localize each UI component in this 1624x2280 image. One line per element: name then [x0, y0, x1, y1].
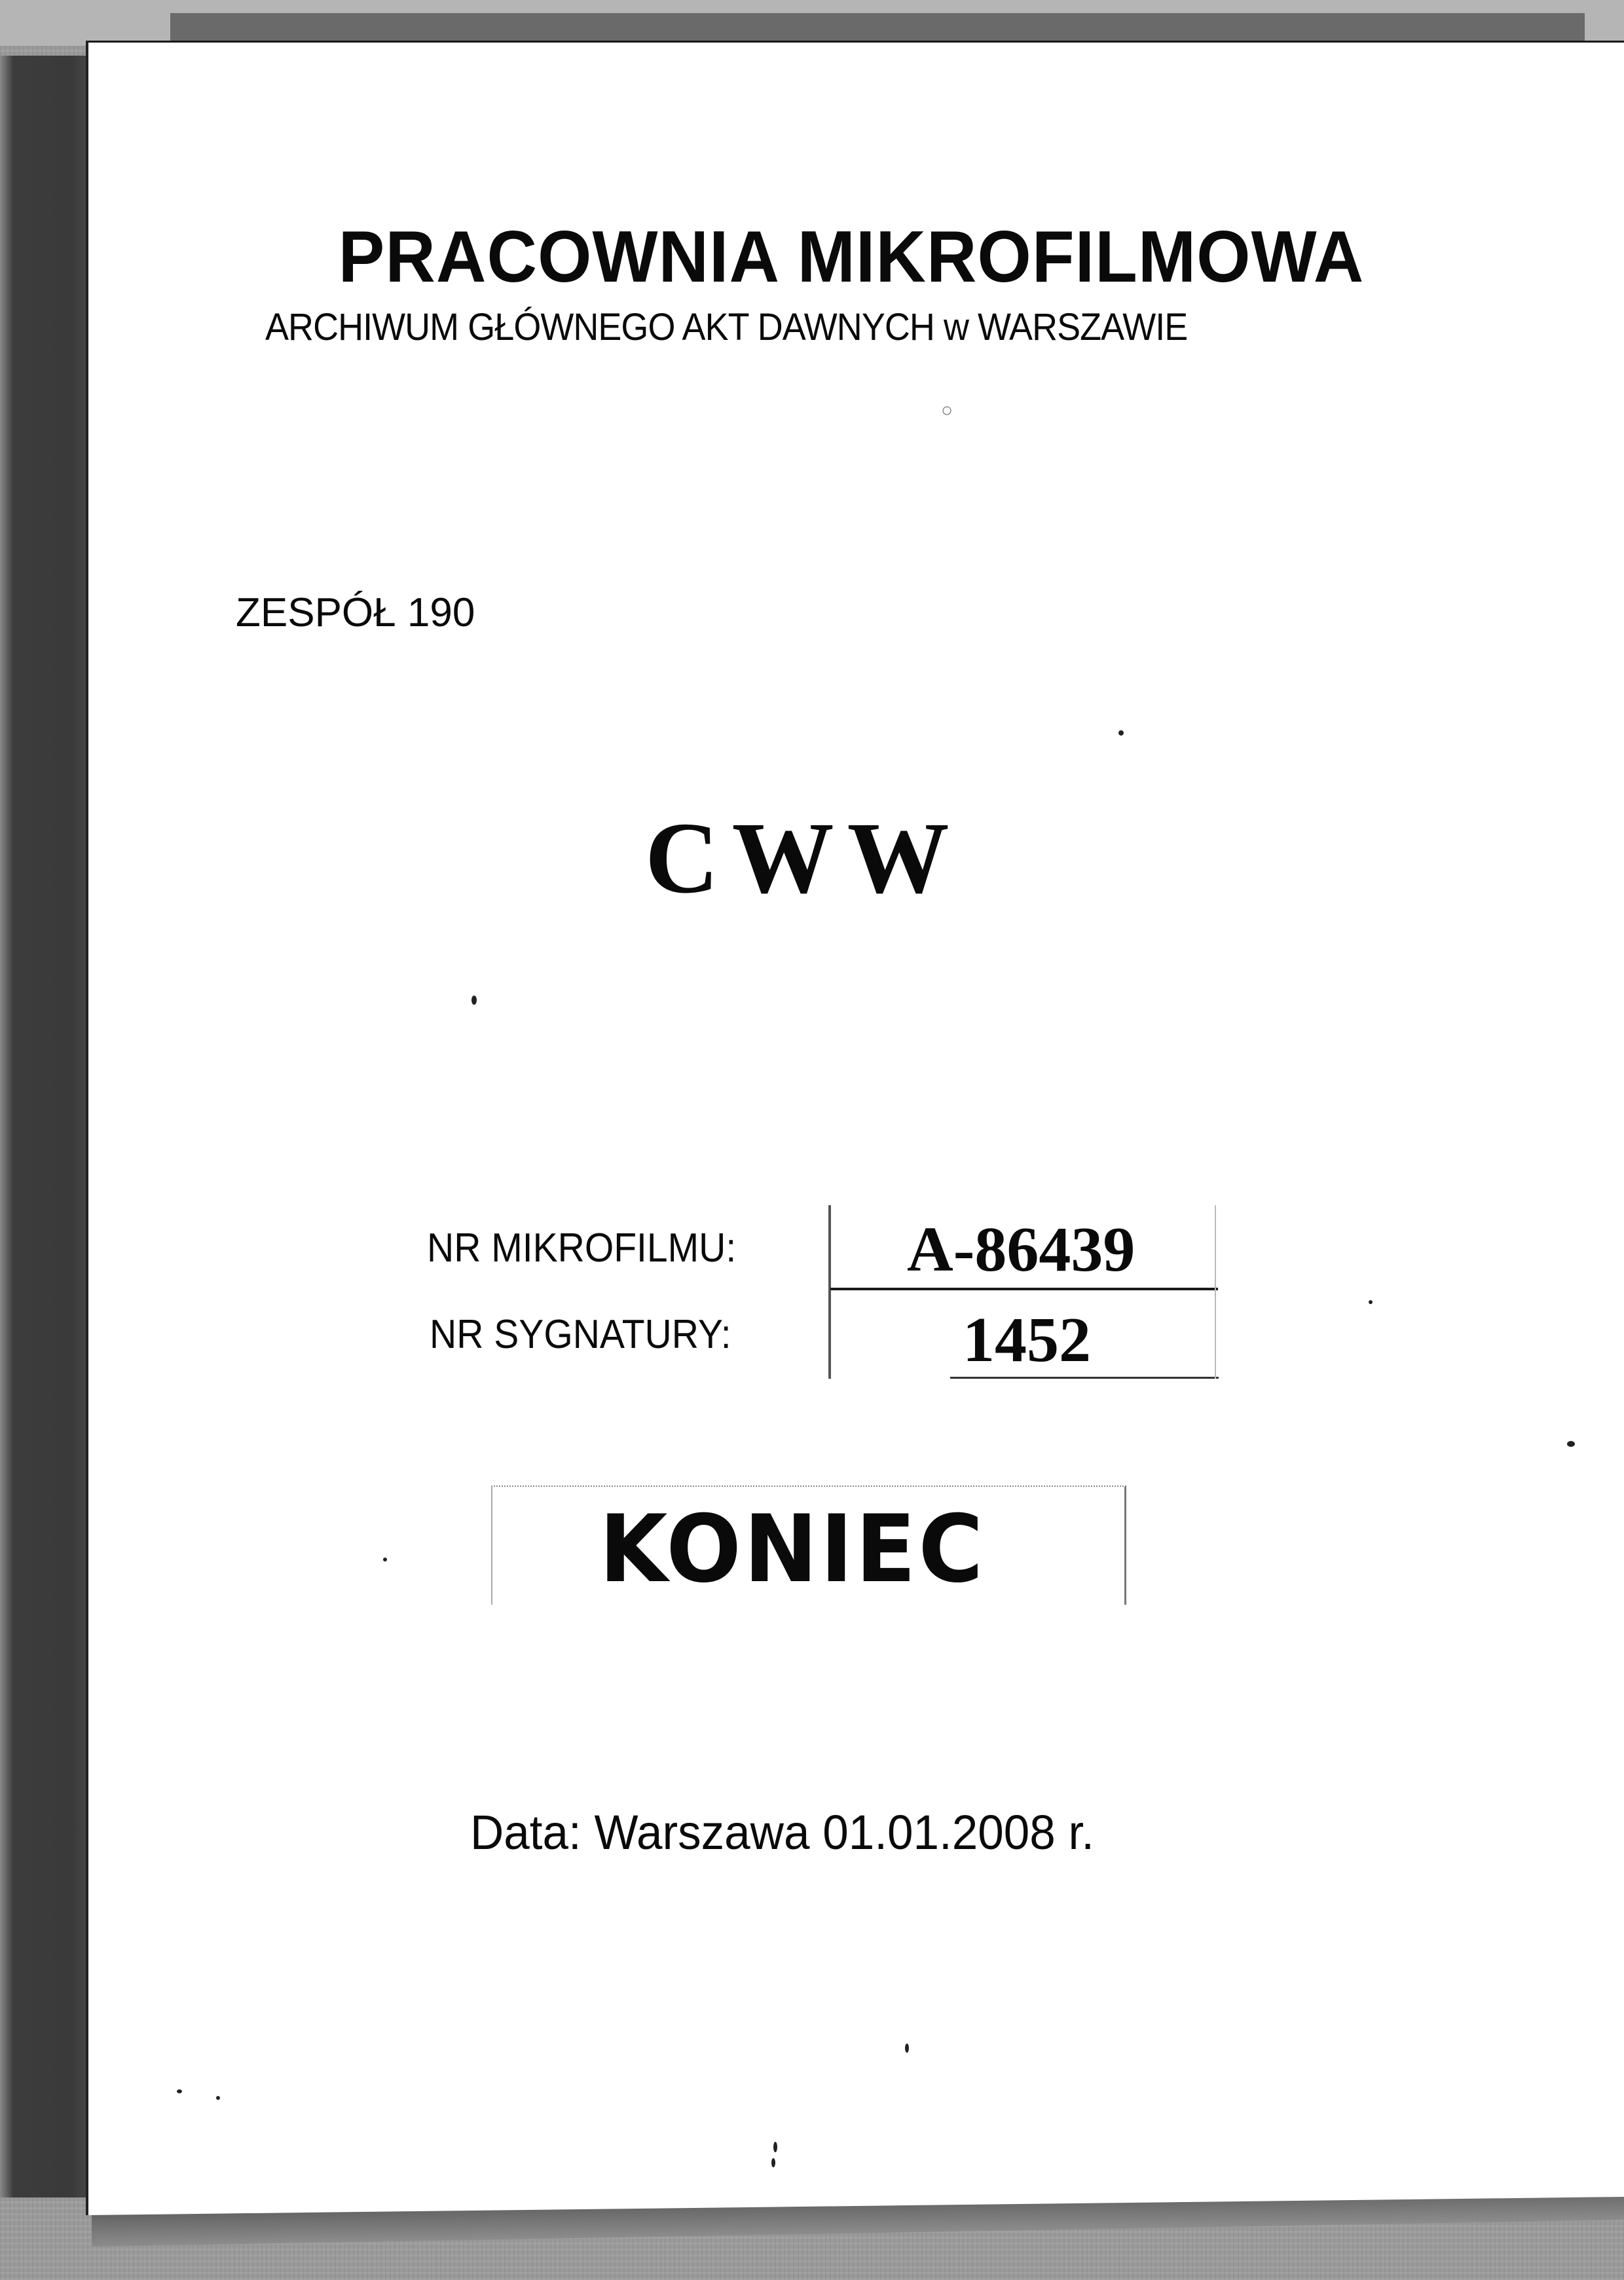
dust-speck — [383, 1558, 387, 1561]
field-table-right-edge — [1215, 1205, 1216, 1379]
film-top-shadow — [170, 13, 1585, 41]
dust-speck — [773, 2142, 777, 2152]
field-table-divider-vertical — [828, 1205, 831, 1379]
dust-speck — [177, 2089, 182, 2093]
dust-speck — [1369, 1300, 1373, 1304]
microfilm-number-value: A-86439 — [907, 1214, 1135, 1285]
signature-number-label: NR SYGNATURY: — [430, 1312, 731, 1357]
signature-number-value: 1452 — [963, 1305, 1091, 1375]
document-page — [88, 41, 1624, 2217]
document-title: PRACOWNIA MIKROFILMOWA — [338, 216, 1365, 297]
dust-speck — [1118, 730, 1124, 736]
small-circle-mark: ○ — [941, 400, 953, 421]
date-line: Data: Warszawa 01.01.2008 r. — [470, 1805, 1094, 1860]
dust-speck — [216, 2096, 220, 2100]
field-table-divider-horizontal — [830, 1288, 1218, 1290]
dust-speck — [905, 2044, 909, 2053]
document-subtitle: ARCHIWUM GŁÓWNEGO AKT DAWNYCH w WARSZAWIE — [265, 306, 1188, 348]
collection-code: CWW — [645, 801, 963, 914]
dust-speck — [471, 996, 477, 1005]
field-table-underline — [950, 1377, 1219, 1379]
microfilm-number-label: NR MIKROFILMU: — [427, 1225, 737, 1271]
film-left-shadow — [0, 56, 92, 2197]
dust-speck — [771, 2158, 775, 2167]
fonds-number: ZESPÓŁ 190 — [236, 590, 475, 635]
end-marker: KONIEC — [599, 1495, 986, 1603]
dust-speck — [1567, 1441, 1575, 1447]
